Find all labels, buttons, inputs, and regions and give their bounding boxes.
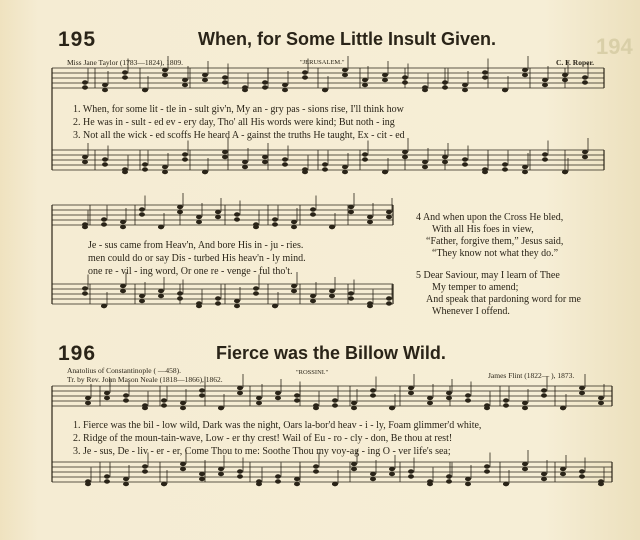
note-head <box>465 482 471 486</box>
note-head <box>370 388 376 392</box>
note-head <box>182 157 188 161</box>
hymn-195-line-2: 2. He was in - sult - ed ev - ery day, Tho' all His words were kind; But noth - ing <box>73 117 395 128</box>
note-head <box>332 398 338 402</box>
note-head <box>272 304 278 308</box>
note-head <box>503 403 509 407</box>
note-head <box>484 469 490 473</box>
hymn-195-line-5: men could do or say Dis - turbed His heav'n - ly mind. <box>88 253 306 264</box>
note-head <box>408 469 414 473</box>
note-head <box>253 225 259 229</box>
note-head <box>262 80 268 84</box>
note-head <box>82 160 88 164</box>
note-head <box>482 75 488 79</box>
note-head <box>598 482 604 486</box>
note-head <box>542 152 548 156</box>
note-head <box>310 299 316 303</box>
note-head <box>123 393 129 397</box>
note-head <box>442 160 448 164</box>
note-head <box>351 467 357 471</box>
note-head <box>275 391 281 395</box>
note-head <box>332 482 338 486</box>
note-head <box>242 165 248 169</box>
note-head <box>282 83 288 87</box>
note-head <box>291 289 297 293</box>
note-head <box>262 155 268 159</box>
note-head <box>582 155 588 159</box>
note-head <box>386 296 392 300</box>
note-head <box>199 393 205 397</box>
note-head <box>322 88 328 92</box>
note-head <box>102 88 108 92</box>
note-head <box>122 70 128 74</box>
note-head <box>560 472 566 476</box>
note-head <box>82 225 88 229</box>
note-head <box>139 207 145 211</box>
note-head <box>332 403 338 407</box>
note-head <box>291 284 297 288</box>
note-head <box>222 80 228 84</box>
note-head <box>180 406 186 410</box>
note-head <box>120 284 126 288</box>
note-head <box>142 464 148 468</box>
note-head <box>386 210 392 214</box>
note-head <box>142 167 148 171</box>
note-head <box>215 301 221 305</box>
note-head <box>294 482 300 486</box>
note-head <box>562 170 568 174</box>
note-head <box>484 464 490 468</box>
note-head <box>253 291 259 295</box>
note-head <box>329 289 335 293</box>
note-head <box>442 155 448 159</box>
note-head <box>256 396 262 400</box>
hymn-196-tune: "ROSSINI." <box>296 369 329 376</box>
verse-5-line-4: Whenever I offend. <box>432 306 510 317</box>
note-head <box>199 388 205 392</box>
hymn-195-tune: "JERUSALEM." <box>300 59 345 66</box>
note-head <box>291 220 297 224</box>
note-head <box>262 85 268 89</box>
note-head <box>222 75 228 79</box>
hymn-196-composer: James Flint (1822— ), 1873. <box>488 371 575 380</box>
verse-5-line-1: 5 Dear Saviour, may I learn of Thee <box>416 270 560 281</box>
note-head <box>482 170 488 174</box>
note-head <box>310 207 316 211</box>
hymn-195-author: Miss Jane Taylor (1783—1824), 1809. <box>67 58 183 67</box>
note-head <box>215 210 221 214</box>
note-head <box>180 401 186 405</box>
note-head <box>408 474 414 478</box>
note-head <box>202 170 208 174</box>
note-head <box>541 472 547 476</box>
note-head <box>402 75 408 79</box>
note-head <box>161 403 167 407</box>
note-head <box>522 467 528 471</box>
note-head <box>262 160 268 164</box>
note-head <box>182 78 188 82</box>
note-head <box>294 477 300 481</box>
note-head <box>386 215 392 219</box>
note-head <box>389 472 395 476</box>
note-head <box>462 88 468 92</box>
note-head <box>199 472 205 476</box>
note-head <box>142 406 148 410</box>
hymn-195-line-6: one re - vil - ing word, Or one re - venge - ful tho't. <box>88 266 293 277</box>
note-head <box>237 386 243 390</box>
note-head <box>462 157 468 161</box>
hymn-196-line-1: 1. Fierce was the bil - low wild, Dark was the night, Oars la-bor'd heav - i - ly, Foam glimmer'd white, <box>73 420 482 431</box>
note-head <box>370 477 376 481</box>
note-head <box>560 467 566 471</box>
note-head <box>234 304 240 308</box>
hymn-195-line-3: 3. Not all the wick - ed scoffs He heard A - gainst the truths He taught, Ex - cit - ed <box>73 130 405 141</box>
note-head <box>182 83 188 87</box>
note-head <box>202 78 208 82</box>
note-head <box>542 157 548 161</box>
note-head <box>294 393 300 397</box>
verse-5-line-3: And speak that pardoning word for me <box>426 294 581 305</box>
note-head <box>123 398 129 402</box>
note-head <box>82 155 88 159</box>
note-head <box>446 391 452 395</box>
note-head <box>161 398 167 402</box>
note-head <box>427 401 433 405</box>
note-head <box>462 83 468 87</box>
note-head <box>242 88 248 92</box>
note-head <box>237 469 243 473</box>
note-head <box>104 474 110 478</box>
note-head <box>82 291 88 295</box>
note-head <box>348 205 354 209</box>
hymn-195-number: 195 <box>58 28 97 51</box>
note-head <box>502 88 508 92</box>
note-head <box>302 70 308 74</box>
note-head <box>427 482 433 486</box>
note-head <box>522 73 528 77</box>
note-head <box>139 299 145 303</box>
hymn-196-line-2: 2. Ridge of the moun-tain-wave, Low - er thy crest! Wail of Eu - ro - cly - don, Be thou at rest! <box>73 433 453 444</box>
note-head <box>123 482 129 486</box>
note-head <box>139 212 145 216</box>
note-head <box>180 467 186 471</box>
hymn-196-author-2: Tr. by Rev. John Mason Neale (1818—1866), 1862. <box>67 375 223 384</box>
hymn-196-title: Fierce was the Billow Wild. <box>216 343 446 363</box>
note-head <box>522 68 528 72</box>
note-head <box>120 225 126 229</box>
note-head <box>104 391 110 395</box>
note-head <box>408 391 414 395</box>
verse-4-line-4: “They know not what they do.” <box>432 248 559 259</box>
note-head <box>102 157 108 161</box>
note-head <box>541 388 547 392</box>
note-head <box>162 73 168 77</box>
note-head <box>482 70 488 74</box>
note-head <box>422 160 428 164</box>
note-head <box>199 477 205 481</box>
note-head <box>302 170 308 174</box>
note-head <box>102 83 108 87</box>
note-head <box>234 212 240 216</box>
note-head <box>322 162 328 166</box>
note-head <box>351 462 357 466</box>
note-head <box>579 386 585 390</box>
note-head <box>579 391 585 395</box>
note-head <box>101 217 107 221</box>
note-head <box>382 78 388 82</box>
note-head <box>446 479 452 483</box>
note-head <box>348 296 354 300</box>
note-head <box>104 396 110 400</box>
note-head <box>82 85 88 89</box>
note-head <box>123 477 129 481</box>
note-head <box>502 167 508 171</box>
note-head <box>370 393 376 397</box>
note-head <box>237 474 243 478</box>
note-head <box>322 167 328 171</box>
note-head <box>215 215 221 219</box>
note-head <box>177 291 183 295</box>
hymn-195-composer: C. F. Roper. <box>556 58 594 67</box>
note-head <box>367 220 373 224</box>
note-head <box>282 88 288 92</box>
note-head <box>256 482 262 486</box>
note-head <box>442 80 448 84</box>
page-number: 194 <box>596 34 633 59</box>
note-head <box>218 467 224 471</box>
note-head <box>348 291 354 295</box>
note-head <box>182 152 188 156</box>
note-head <box>422 88 428 92</box>
note-head <box>234 217 240 221</box>
note-head <box>362 83 368 87</box>
note-head <box>272 217 278 221</box>
note-head <box>275 474 281 478</box>
verse-4-line-2: With all His foes in view, <box>432 224 534 235</box>
note-head <box>465 477 471 481</box>
note-head <box>503 398 509 402</box>
note-head <box>122 170 128 174</box>
note-head <box>408 386 414 390</box>
note-head <box>218 472 224 476</box>
note-head <box>522 401 528 405</box>
note-head <box>256 401 262 405</box>
note-head <box>158 289 164 293</box>
note-head <box>158 225 164 229</box>
note-head <box>234 299 240 303</box>
hymn-196-line-3: 3. Je - sus, De - liv - er - er, Come Thou to me: Soothe Thou my voy-ag - ing O - ver life's sea; <box>73 446 451 457</box>
note-head <box>579 469 585 473</box>
note-head <box>162 170 168 174</box>
note-head <box>382 170 388 174</box>
note-head <box>402 150 408 154</box>
hymn-195-title: When, for Some Little Insult Given. <box>198 29 497 49</box>
note-head <box>196 304 202 308</box>
note-head <box>582 75 588 79</box>
note-head <box>484 406 490 410</box>
note-head <box>598 396 604 400</box>
note-head <box>294 398 300 402</box>
note-head <box>161 482 167 486</box>
note-head <box>579 474 585 478</box>
note-head <box>382 73 388 77</box>
verse-4-line-3: “Father, forgive them,” Jesus said, <box>426 236 564 247</box>
note-head <box>215 296 221 300</box>
verse-5-line-2: My temper to amend; <box>432 282 519 293</box>
note-head <box>342 165 348 169</box>
note-head <box>541 477 547 481</box>
note-head <box>370 472 376 476</box>
note-head <box>446 396 452 400</box>
note-head <box>542 83 548 87</box>
note-head <box>389 406 395 410</box>
note-head <box>142 469 148 473</box>
note-head <box>120 220 126 224</box>
note-head <box>522 170 528 174</box>
note-head <box>85 396 91 400</box>
note-head <box>582 80 588 84</box>
note-head <box>202 73 208 77</box>
note-head <box>282 162 288 166</box>
note-head <box>362 152 368 156</box>
note-head <box>598 401 604 405</box>
note-head <box>142 162 148 166</box>
note-head <box>104 479 110 483</box>
note-head <box>367 304 373 308</box>
note-head <box>362 78 368 82</box>
note-head <box>522 406 528 410</box>
note-head <box>582 150 588 154</box>
note-head <box>503 482 509 486</box>
note-head <box>222 155 228 159</box>
note-head <box>82 286 88 290</box>
note-head <box>313 469 319 473</box>
hymn-195-line-1: 1. When, for some lit - tle in - sult giv'n, My an - gry pas - sions rise, I'll think how <box>73 104 404 115</box>
note-head <box>162 68 168 72</box>
note-head <box>196 215 202 219</box>
note-head <box>348 210 354 214</box>
note-head <box>465 398 471 402</box>
note-head <box>282 157 288 161</box>
note-head <box>462 162 468 166</box>
note-head <box>242 160 248 164</box>
note-head <box>180 462 186 466</box>
note-head <box>222 150 228 154</box>
note-head <box>427 396 433 400</box>
note-head <box>342 73 348 77</box>
note-head <box>310 294 316 298</box>
note-head <box>542 78 548 82</box>
note-head <box>101 304 107 308</box>
note-head <box>291 225 297 229</box>
note-head <box>275 479 281 483</box>
note-head <box>237 391 243 395</box>
note-head <box>329 225 335 229</box>
note-head <box>342 68 348 72</box>
note-head <box>541 393 547 397</box>
hymn-196-author-1: Anatolius of Constantinople ( —458). <box>67 366 181 375</box>
note-head <box>329 294 335 298</box>
note-head <box>522 462 528 466</box>
note-head <box>389 467 395 471</box>
note-head <box>342 170 348 174</box>
note-head <box>102 162 108 166</box>
note-head <box>85 482 91 486</box>
note-head <box>253 286 259 290</box>
note-head <box>442 85 448 89</box>
hymn-196-number: 196 <box>58 342 97 365</box>
note-head <box>101 222 107 226</box>
note-head <box>313 406 319 410</box>
note-head <box>82 80 88 84</box>
note-head <box>196 220 202 224</box>
note-head <box>422 165 428 169</box>
note-head <box>367 215 373 219</box>
note-head <box>139 294 145 298</box>
note-head <box>560 406 566 410</box>
note-head <box>218 406 224 410</box>
note-head <box>402 80 408 84</box>
note-head <box>177 210 183 214</box>
note-head <box>386 301 392 305</box>
note-head <box>85 401 91 405</box>
note-head <box>446 474 452 478</box>
note-head <box>162 165 168 169</box>
note-head <box>313 464 319 468</box>
note-head <box>465 393 471 397</box>
verse-4-line-1: 4 And when upon the Cross He bled, <box>416 212 564 223</box>
hymn-195-line-4: Je - sus came from Heav'n, And bore His in - ju - ries. <box>88 240 304 251</box>
note-head <box>120 289 126 293</box>
note-head <box>562 73 568 77</box>
note-head <box>562 78 568 82</box>
note-head <box>362 157 368 161</box>
note-head <box>302 75 308 79</box>
note-head <box>275 396 281 400</box>
note-head <box>142 88 148 92</box>
note-head <box>522 165 528 169</box>
note-head <box>177 296 183 300</box>
note-head <box>502 162 508 166</box>
note-head <box>310 212 316 216</box>
note-head <box>351 401 357 405</box>
note-head <box>351 406 357 410</box>
note-head <box>402 155 408 159</box>
note-head <box>177 205 183 209</box>
note-head <box>158 294 164 298</box>
note-head <box>122 75 128 79</box>
note-head <box>272 222 278 226</box>
